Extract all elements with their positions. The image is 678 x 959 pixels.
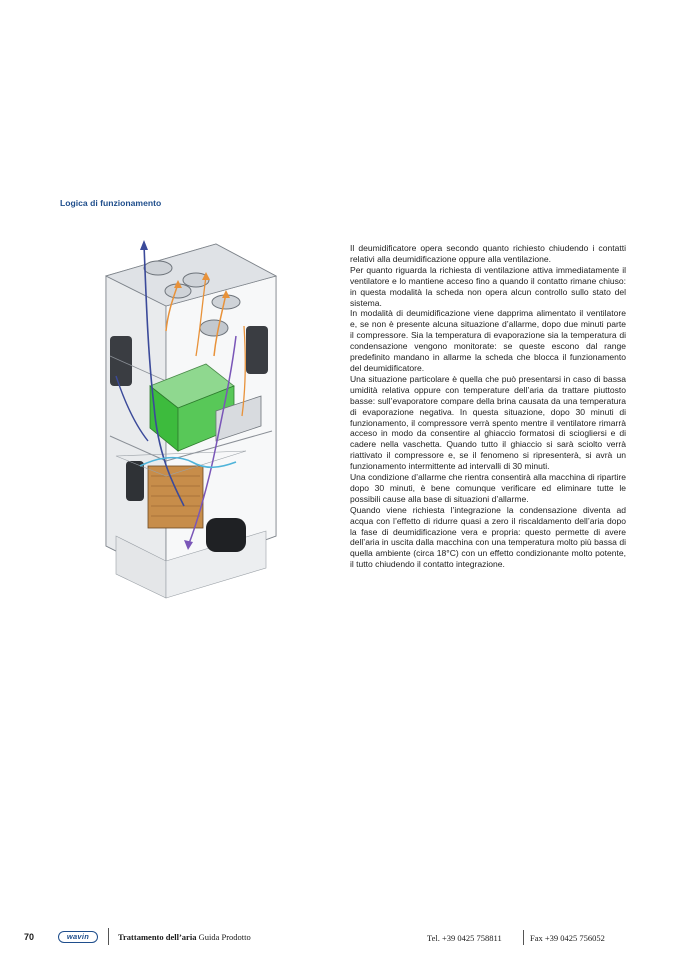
dehumidifier-cutaway-icon	[96, 236, 284, 600]
divider	[523, 930, 524, 945]
wavin-logo: wavin	[58, 931, 98, 943]
dehumidifier-illustration	[96, 236, 284, 600]
fax: Fax +39 0425 756052	[530, 933, 605, 943]
section-title: Logica di funzionamento	[60, 198, 162, 208]
publication-title-regular: Guida Prodotto	[198, 932, 251, 942]
publication-title-bold: Trattamento dell’aria	[118, 932, 197, 942]
divider	[108, 928, 109, 945]
body-text	[350, 243, 626, 570]
telephone: Tel. +39 0425 758811	[427, 933, 502, 943]
publication-title	[118, 932, 251, 942]
paragraph: Una condizione d’allarme che rientra consentirà alla macchina di ripartire dopo 30 minuti, è bene comunque verificare ed eliminare tutte le possibili cause alla base di situazioni d’allarme.	[350, 472, 626, 504]
paragraph: Per quanto riguarda la richiesta di ventilazione attiva immediatamente il ventilatore e lo mantiene acceso fino a quando il contatto rimane chiuso: in questa modalità la scheda non opera alcun controllo sullo stato del sistema.	[350, 264, 626, 308]
paragraph: Quando viene richiesta l’integrazione la condensazione diventa ad acqua con l’effetto di ridurre quasi a zero il riscaldamento dell’aria dopo la fase di deumidificazione vera e propria: questo permette di avere dell’aria in uscita dalla macchina con una temperatura molto più bassa di quella ambiente (circa 18°C) con un effetto condizionante molto potente, il tutto chiudendo il contatto integrazione.	[350, 504, 626, 570]
paragraph: In modalità di deumidificazione viene dapprima alimentato il ventilatore e, se non è presente alcuna situazione d’allarme, dopo due minuti parte il compressore. Sia la temperatura di evaporazione sia la temperatura di condensazione vengono monitorate: se queste escono dal range predefinito mandano in allarme la scheda che blocca il funzionamento del deumidificatore.	[350, 308, 626, 373]
paragraph: Una situazione particolare è quella che può presentarsi in caso di bassa umidità relativa oppure con temperature dell’aria da trattare piuttosto basse: sull’evaporatore compare della brina causata da una temperatura di evaporazione negativa. In questa situazione, dopo 30 minuti di funzionamento, il compressore verrà spento mentre il ventilatore rimarrà acceso in modo da consentire al ghiaccio formatosi di sciogliersi e di cadere nella vaschetta. Quando tutto il ghiaccio si sarà sciolto verrà riattivato il compressore e, se il fenomeno si ripresenterà, si avrà un funzionamento intermittente ad intervalli di 30 minuti.	[350, 373, 626, 472]
paragraph: Il deumidificatore opera secondo quanto richiesto chiudendo i contatti relativi alla deumidificazione oppure alla ventilazione.	[350, 243, 626, 264]
page-number: 70	[24, 932, 35, 942]
page-footer	[0, 928, 678, 948]
